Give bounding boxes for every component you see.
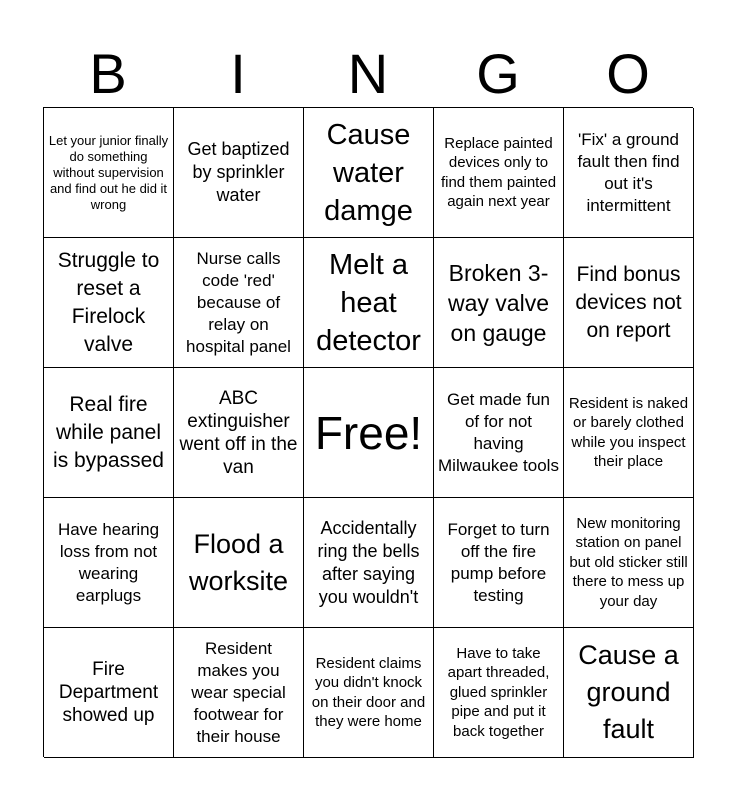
cell-text: ABC extinguisher went off in the van xyxy=(179,387,298,478)
bingo-cell-r4c1[interactable] xyxy=(44,498,174,628)
cell-text: Replace painted devices only to find them painted again next year xyxy=(440,134,557,210)
bingo-cell-r2c5[interactable] xyxy=(564,238,694,368)
cell-text: Cause a ground fault xyxy=(578,640,679,744)
cell-text: Free! xyxy=(314,406,423,459)
bingo-cell-r4c5[interactable] xyxy=(564,498,694,628)
header-letter-g: G xyxy=(476,42,520,105)
bingo-cell-r3c4[interactable] xyxy=(434,368,564,498)
cell-text: Resident is naked or barely clothed while you inspect their place xyxy=(568,394,689,470)
cell-text: Fire Department showed up xyxy=(58,659,159,726)
cell-text: Have to take apart threaded, glued sprinkler pipe and put it back together xyxy=(447,644,550,740)
cell-text: Get made fun of for not having Milwaukee tools xyxy=(438,389,559,475)
header-letter-n: N xyxy=(347,42,389,105)
cell-text: Forget to turn off the fire pump before testing xyxy=(447,519,550,605)
cell-text: Resident makes you wear special footwear for their house xyxy=(191,638,286,746)
bingo-cell-r1c4[interactable] xyxy=(434,108,564,238)
header-letter-o: O xyxy=(606,42,650,105)
bingo-cell-r1c1[interactable] xyxy=(44,108,174,238)
bingo-cell-r2c3[interactable] xyxy=(304,238,434,368)
cell-text: Have hearing loss from not wearing earplugs xyxy=(57,519,160,605)
cell-text: Real fire while panel is bypassed xyxy=(53,392,164,472)
bingo-cell-r2c2[interactable] xyxy=(174,238,304,368)
bingo-cell-r5c2[interactable] xyxy=(174,628,304,758)
cell-text: New monitoring station on panel but old sticker still there to mess up your day xyxy=(569,514,688,610)
bingo-cell-r4c3[interactable] xyxy=(304,498,434,628)
bingo-cell-r5c4[interactable] xyxy=(434,628,564,758)
header-letter-b: B xyxy=(89,42,127,105)
bingo-cell-r1c5[interactable] xyxy=(564,108,694,238)
bingo-cell-r1c2[interactable] xyxy=(174,108,304,238)
bingo-header xyxy=(43,40,693,108)
cell-text: Let your junior finally do something without supervision and find out he did it wrong xyxy=(48,132,169,212)
bingo-cell-free[interactable] xyxy=(304,368,434,498)
bingo-cell-r4c2[interactable] xyxy=(174,498,304,628)
header-letter-i: I xyxy=(230,42,246,105)
cell-text: 'Fix' a ground fault then find out it's intermittent xyxy=(577,129,680,215)
cell-text: Melt a heat detector xyxy=(316,248,421,357)
bingo-cell-r1c3[interactable] xyxy=(304,108,434,238)
cell-text: Flood a worksite xyxy=(188,528,289,596)
bingo-cell-r5c5[interactable] xyxy=(564,628,694,758)
bingo-board xyxy=(43,107,693,757)
cell-text: Broken 3-way valve on gauge xyxy=(448,259,549,346)
cell-text: Cause water damge xyxy=(324,118,413,227)
cell-text: Struggle to reset a Firelock valve xyxy=(57,248,160,356)
bingo-cell-r2c4[interactable] xyxy=(434,238,564,368)
bingo-cell-r4c4[interactable] xyxy=(434,498,564,628)
bingo-cell-r3c2[interactable] xyxy=(174,368,304,498)
bingo-cell-r3c1[interactable] xyxy=(44,368,174,498)
cell-text: Resident claims you didn't knock on their door and they were home xyxy=(311,654,426,730)
cell-text: Get baptized by sprinkler water xyxy=(187,139,290,205)
bingo-cell-r5c1[interactable] xyxy=(44,628,174,758)
bingo-cell-r5c3[interactable] xyxy=(304,628,434,758)
cell-text: Nurse calls code 'red' because of relay on hospital panel xyxy=(186,248,291,356)
bingo-cell-r3c5[interactable] xyxy=(564,368,694,498)
cell-text: Accidentally ring the bells after saying you wouldn't xyxy=(317,517,420,607)
cell-text: Find bonus devices not on report xyxy=(575,262,682,342)
bingo-cell-r2c1[interactable] xyxy=(44,238,174,368)
